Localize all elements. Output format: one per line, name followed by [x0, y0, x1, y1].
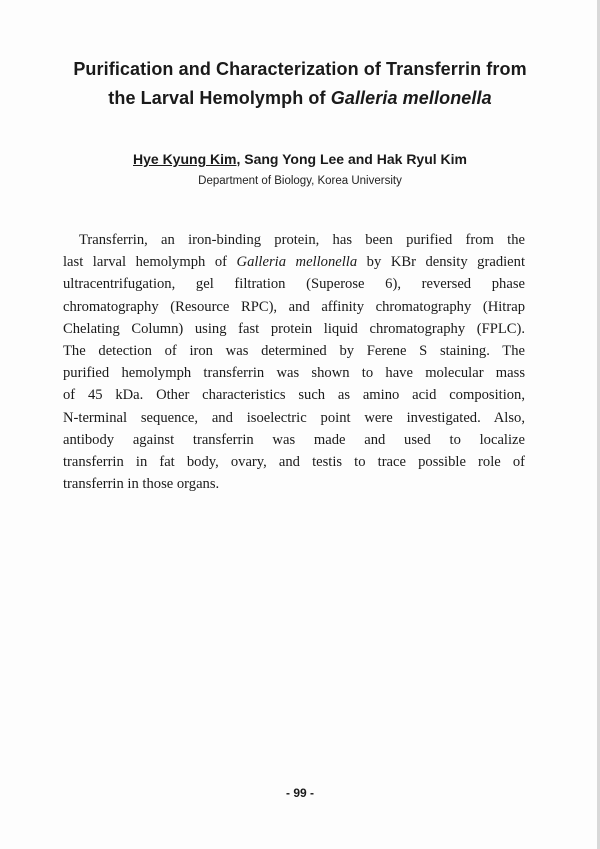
title-line-2-text: the Larval Hemolymph of [108, 88, 331, 108]
abstract-line: transferrin in those organs. [63, 476, 220, 493]
paper-title [40, 55, 560, 113]
other-authors: , Sang Yong Lee and Hak Ryul Kim [236, 151, 467, 167]
abstract [63, 229, 525, 495]
first-author: Hye Kyung Kim [133, 151, 237, 167]
abstract-text: by KBr density gradient [357, 254, 525, 271]
abstract-line: chromatography (Resource RPC), and affinity chromatography (Hitrap [63, 298, 525, 315]
abstract-line: Chelating Column) using fast protein liquid chromatography (FPLC). [63, 320, 525, 337]
abstract-line: purified hemolymph transferrin was shown to have molecular mass [63, 365, 525, 382]
abstract-line: ultracentrifugation, gel filtration (Superose 6), reversed phase [63, 276, 525, 293]
abstract-line: Transferrin, an iron-binding protein, has been purified from the [79, 232, 525, 248]
abstract-text: last larval hemolymph of [63, 254, 237, 271]
abstract-line: transferrin in fat body, ovary, and testis to trace possible role of [63, 454, 525, 471]
title-line-2 [40, 84, 560, 113]
author-list [40, 149, 560, 169]
abstract-line: The detection of iron was determined by Ferene S staining. The [63, 343, 525, 360]
abstract-line: of 45 kDa. Other characteristics such as amino acid composition, [63, 387, 525, 404]
species-name: Galleria mellonella [236, 254, 358, 271]
page-number: - 99 - [285, 786, 314, 800]
abstract-line: antibody against transferrin was made and used to localize [63, 431, 525, 448]
title-species-name: Galleria mellonella [330, 88, 492, 108]
abstract-line: N-terminal sequence, and isoelectric point were investigated. Also, [63, 409, 525, 426]
abstract-line [63, 251, 525, 273]
affiliation: Department of Biology, Korea University [198, 175, 402, 187]
title-line-1: Purification and Characterization of Transferrin from [73, 59, 527, 79]
